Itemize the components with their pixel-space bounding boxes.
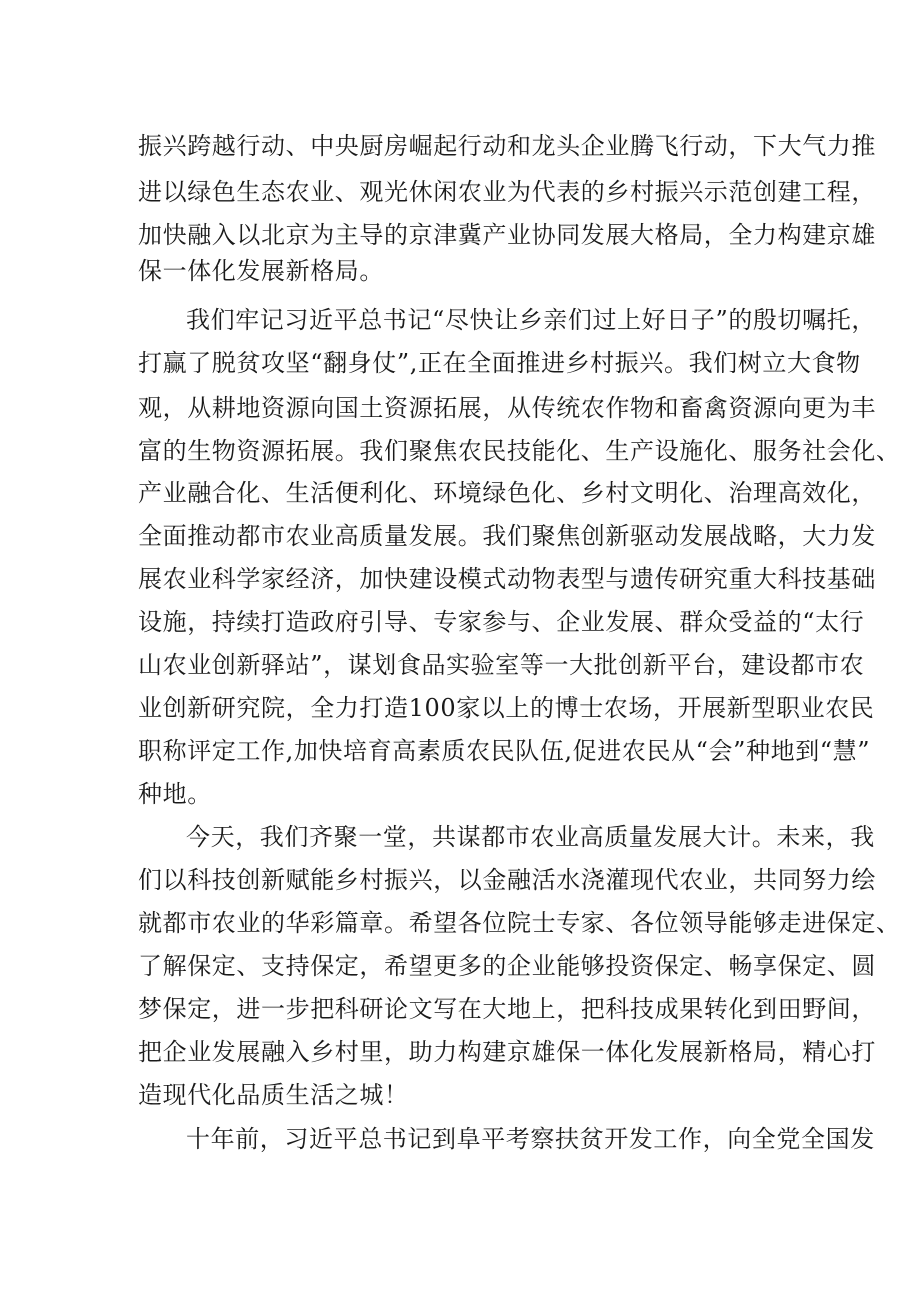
paragraph-line: 就都市农业的华彩篇章。希望各位院士专家、各位领导能够走进保定、 bbox=[138, 909, 901, 937]
paragraph-line: 观，从耕地资源向国土资源拓展，从传统农作物和畜禽资源向更为丰 bbox=[138, 394, 876, 422]
paragraph-line: 今天，我们齐聚一堂，共谋都市农业高质量发展大计。未来，我 bbox=[186, 823, 875, 851]
paragraph-line: 把企业发展融入乡村里，助力构建京雄保一体化发展新格局，精心打 bbox=[138, 1038, 876, 1066]
paragraph-line: 进以绿色生态农业、观光休闲农业为代表的乡村振兴示范创建工程， bbox=[138, 178, 876, 206]
paragraph-line: 造现代化品质生活之城！ bbox=[138, 1081, 409, 1109]
paragraph-line: 展农业科学家经济，加快建设模式动物表型与遗传研究重大科技基础 bbox=[138, 565, 876, 593]
paragraph-line: 十年前，习近平总书记到阜平考察扶贫开发工作，向全党全国发 bbox=[186, 1125, 875, 1153]
paragraph-line: 我们牢记习近平总书记“尽快让乡亲们过上好日子”的殷切嘱托， bbox=[186, 306, 876, 334]
paragraph-line: 了解保定、支持保定，希望更多的企业能够投资保定、畅享保定、圆 bbox=[138, 952, 876, 980]
paragraph-line: 山农业创新驿站”，谋划食品实验室等一大批创新平台，建设都市农 bbox=[138, 651, 865, 679]
paragraph-line: 打赢了脱贫攻坚“翻身仗”,正在全面推进乡村振兴。我们树立大食物 bbox=[138, 349, 861, 377]
paragraph-line: 种地。 bbox=[138, 780, 212, 808]
paragraph-line: 梦保定，进一步把科研论文写在大地上，把科技成果转化到田野间， bbox=[138, 995, 876, 1023]
paragraph-line: 振兴跨越行动、中央厨房崛起行动和龙头企业腾飞行动，下大气力推 bbox=[138, 132, 876, 160]
paragraph-line: 富的生物资源拓展。我们聚焦农民技能化、生产设施化、服务社会化、 bbox=[138, 437, 901, 465]
paragraph-line: 业创新研究院，全力打造100家以上的博士农场，开展新型职业农民 bbox=[138, 694, 875, 722]
paragraph-line: 保一体化发展新格局。 bbox=[138, 257, 384, 285]
paragraph-line: 加快融入以北京为主导的京津冀产业协同发展大格局，全力构建京雄 bbox=[138, 221, 876, 249]
paragraph-line: 设施，持续打造政府引导、专家参与、企业发展、群众受益的“太行 bbox=[138, 608, 865, 636]
paragraph-line: 职称评定工作,加快培育高素质农民队伍,促进农民从“会”种地到“慧” bbox=[138, 737, 871, 765]
paragraph-line: 产业融合化、生活便利化、环境绿色化、乡村文明化、治理高效化， bbox=[138, 479, 876, 507]
paragraph-line: 全面推动都市农业高质量发展。我们聚焦创新驱动发展战略，大力发 bbox=[138, 522, 876, 550]
paragraph-line: 们以科技创新赋能乡村振兴，以金融活水浇灌现代农业，共同努力绘 bbox=[138, 866, 876, 894]
